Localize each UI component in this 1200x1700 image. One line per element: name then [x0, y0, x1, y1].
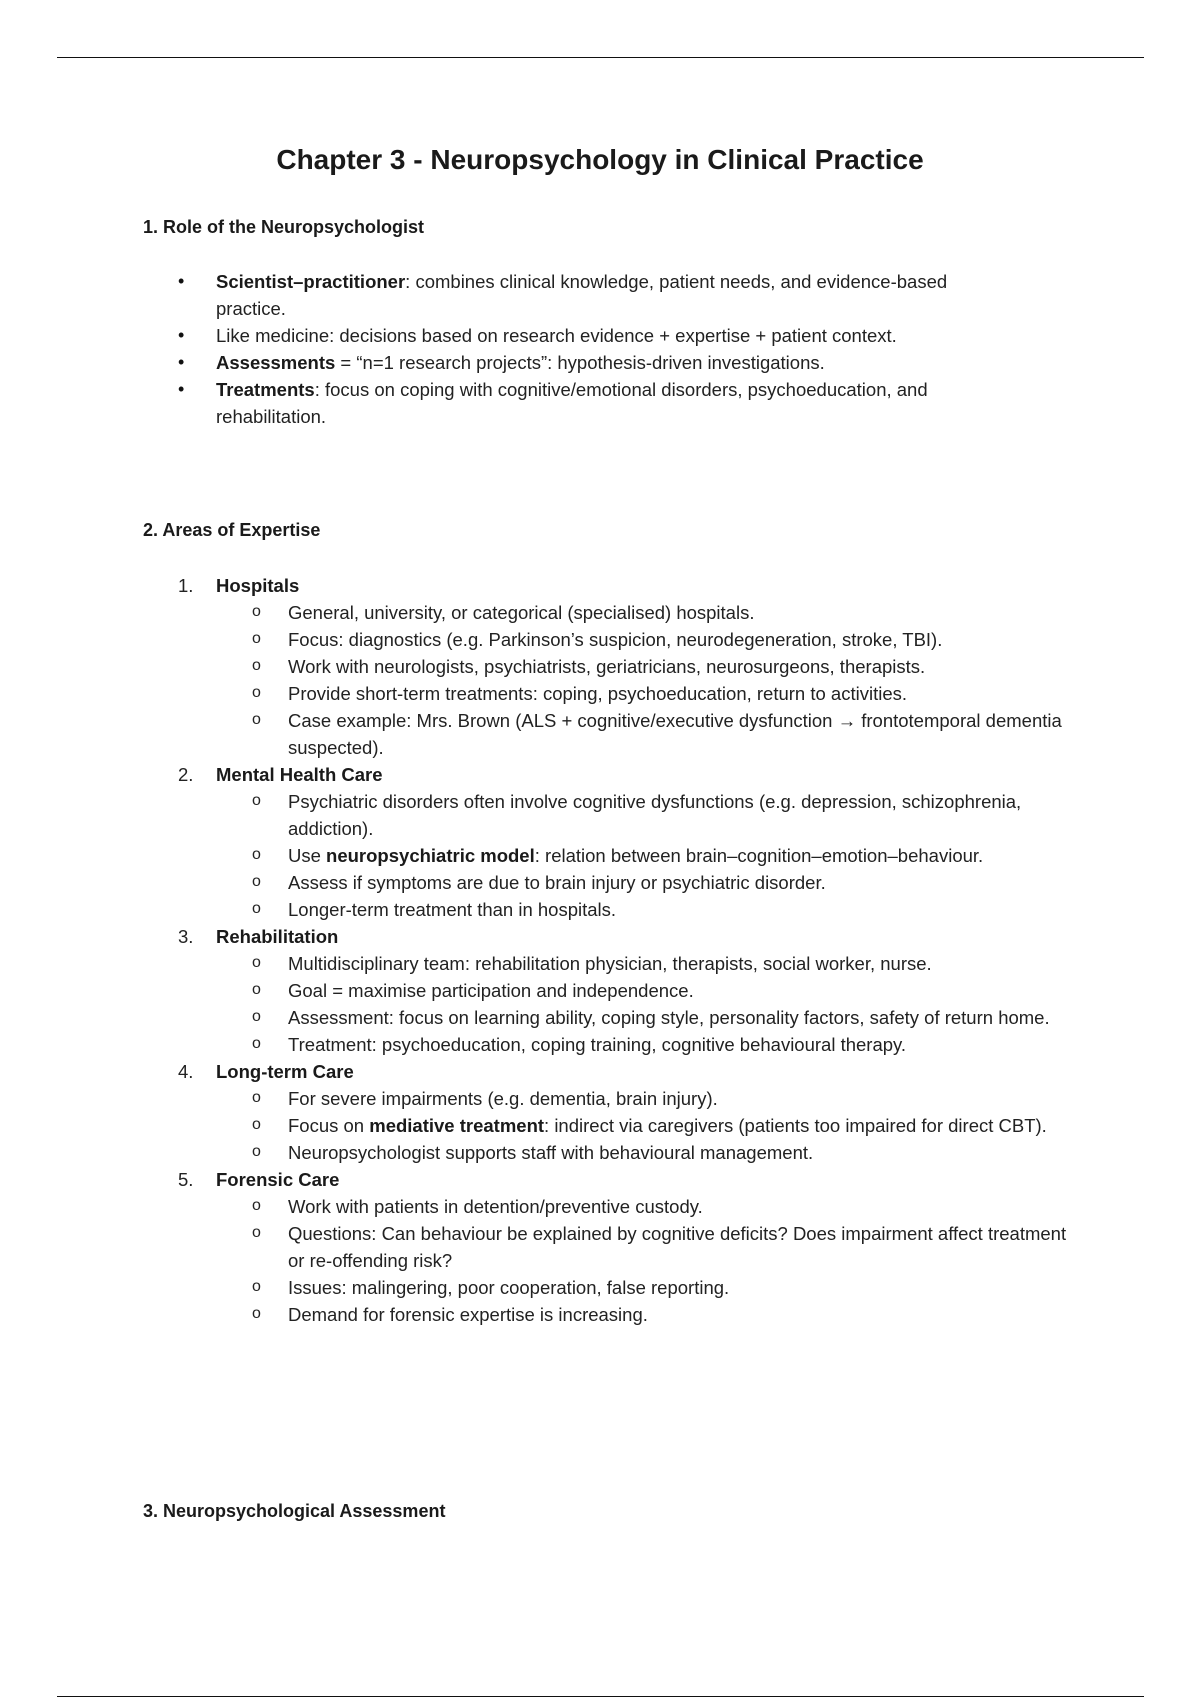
sub-item	[216, 788, 1068, 842]
sub-item	[216, 1139, 1068, 1166]
area-number: 3.	[178, 926, 194, 947]
section-heading-role: 1. Role of the Neuropsychologist	[143, 217, 425, 237]
sub-item	[216, 707, 1068, 761]
sub-item-text: Work with neurologists, psychiatrists, geriatricians, neurosurgeons, therapists.	[288, 656, 926, 677]
sub-item	[216, 1301, 1068, 1328]
area-sub-list	[216, 1193, 1068, 1328]
sub-item-text: Issues: malingering, poor cooperation, false reporting.	[288, 1277, 730, 1298]
page-title: Chapter 3 - Neuropsychology in Clinical Practice	[276, 144, 924, 175]
top-rule	[57, 57, 1144, 58]
sub-item-text: Focus: diagnostics (e.g. Parkinson’s suspicion, neurodegeneration, stroke, TBI).	[288, 629, 943, 650]
area-title: Hospitals	[216, 575, 300, 596]
areas-numbered-list	[0, 572, 1068, 1328]
area-number: 1.	[178, 575, 194, 596]
sub-item-text-after: : relation between brain–cognition–emotion–behaviour.	[534, 845, 984, 866]
area-title: Long-term Care	[216, 1061, 354, 1082]
area-number: 5.	[178, 1169, 194, 1190]
sub-item	[216, 1031, 1068, 1058]
area-sub-list	[216, 1085, 1068, 1166]
sub-item	[216, 1193, 1068, 1220]
sub-item-text: Neuropsychologist supports staff with behavioural management.	[288, 1142, 814, 1163]
bullet-text: : focus on coping with cognitive/emotional disorders, psychoeducation, and rehabilitation.	[216, 379, 928, 427]
role-bullet-list	[0, 268, 1016, 430]
sub-item	[216, 1112, 1068, 1139]
area-number: 2.	[178, 764, 194, 785]
area-number: 4.	[178, 1061, 194, 1082]
sub-item	[216, 950, 1068, 977]
area-sub-list	[216, 950, 1068, 1058]
sub-item	[216, 1220, 1068, 1274]
area-long-term-care	[0, 1058, 1068, 1166]
bullet-text: = “n=1 research projects”: hypothesis-driven investigations.	[335, 352, 825, 373]
bullet-bold-term: Assessments	[216, 352, 336, 373]
sub-item-text: Goal = maximise participation and independence.	[288, 980, 694, 1001]
sub-item	[216, 977, 1068, 1004]
area-title: Mental Health Care	[216, 764, 383, 785]
list-item	[0, 268, 1016, 322]
sub-item	[216, 1274, 1068, 1301]
area-sub-list	[216, 599, 1068, 761]
area-title: Forensic Care	[216, 1169, 340, 1190]
list-item	[0, 322, 1016, 349]
sub-item-text: Treatment: psychoeducation, coping training, cognitive behavioural therapy.	[288, 1034, 907, 1055]
section-heading-areas: 2. Areas of Expertise	[143, 520, 321, 540]
sub-item-text: General, university, or categorical (specialised) hospitals.	[288, 602, 755, 623]
sub-item	[216, 842, 1068, 869]
area-hospitals	[0, 572, 1068, 761]
sub-item	[216, 1004, 1068, 1031]
sub-item-bold: neuropsychiatric model	[326, 845, 535, 866]
sub-item-text: Psychiatric disorders often involve cognitive dysfunctions (e.g. depression, schizophrenia, addiction).	[288, 791, 1022, 839]
list-item	[0, 376, 1016, 430]
bottom-rule	[57, 1696, 1144, 1697]
section-heading-assessment: 3. Neuropsychological Assessment	[143, 1501, 446, 1521]
bullet-bold-term: Treatments	[216, 379, 315, 400]
sub-item	[216, 1085, 1068, 1112]
sub-item-text: Assessment: focus on learning ability, coping style, personality factors, safety of return home.	[288, 1007, 1050, 1028]
sub-item-text: Provide short-term treatments: coping, psychoeducation, return to activities.	[288, 683, 908, 704]
sub-item	[216, 680, 1068, 707]
sub-item-text: Work with patients in detention/preventive custody.	[288, 1196, 703, 1217]
sub-item	[216, 626, 1068, 653]
sub-item	[216, 869, 1068, 896]
sub-item	[216, 653, 1068, 680]
area-rehabilitation	[0, 923, 1068, 1058]
sub-item-text: Longer-term treatment than in hospitals.	[288, 899, 617, 920]
sub-item-text: Use	[288, 845, 327, 866]
area-forensic-care	[0, 1166, 1068, 1328]
bullet-bold-term: Scientist–practitioner	[216, 271, 406, 292]
list-item	[0, 349, 1016, 376]
sub-item-text: Demand for forensic expertise is increasing.	[288, 1304, 648, 1325]
area-sub-list	[216, 788, 1068, 923]
sub-item-text: Questions: Can behaviour be explained by cognitive deficits? Does impairment affect treatment or re-offending risk?	[288, 1223, 1067, 1271]
sub-item-text: For severe impairments (e.g. dementia, brain injury).	[288, 1088, 718, 1109]
sub-item-text: Focus on	[288, 1115, 370, 1136]
sub-item	[216, 599, 1068, 626]
sub-item-bold: mediative treatment	[369, 1115, 545, 1136]
sub-item-text-after: : indirect via caregivers (patients too impaired for direct CBT).	[544, 1115, 1047, 1136]
bullet-text: : combines clinical knowledge, patient needs, and evidence-based practice.	[216, 271, 948, 319]
sub-item	[216, 896, 1068, 923]
sub-item-text: Case example: Mrs. Brown (ALS + cognitive/executive dysfunction → frontotemporal dementia suspected).	[288, 710, 1062, 758]
area-mental-health-care	[0, 761, 1068, 923]
sub-item-text: Assess if symptoms are due to brain injury or psychiatric disorder.	[288, 872, 826, 893]
bullet-text: Like medicine: decisions based on research evidence + expertise + patient context.	[216, 325, 897, 346]
area-title: Rehabilitation	[216, 926, 339, 947]
sub-item-text: Multidisciplinary team: rehabilitation physician, therapists, social worker, nurse.	[288, 953, 932, 974]
